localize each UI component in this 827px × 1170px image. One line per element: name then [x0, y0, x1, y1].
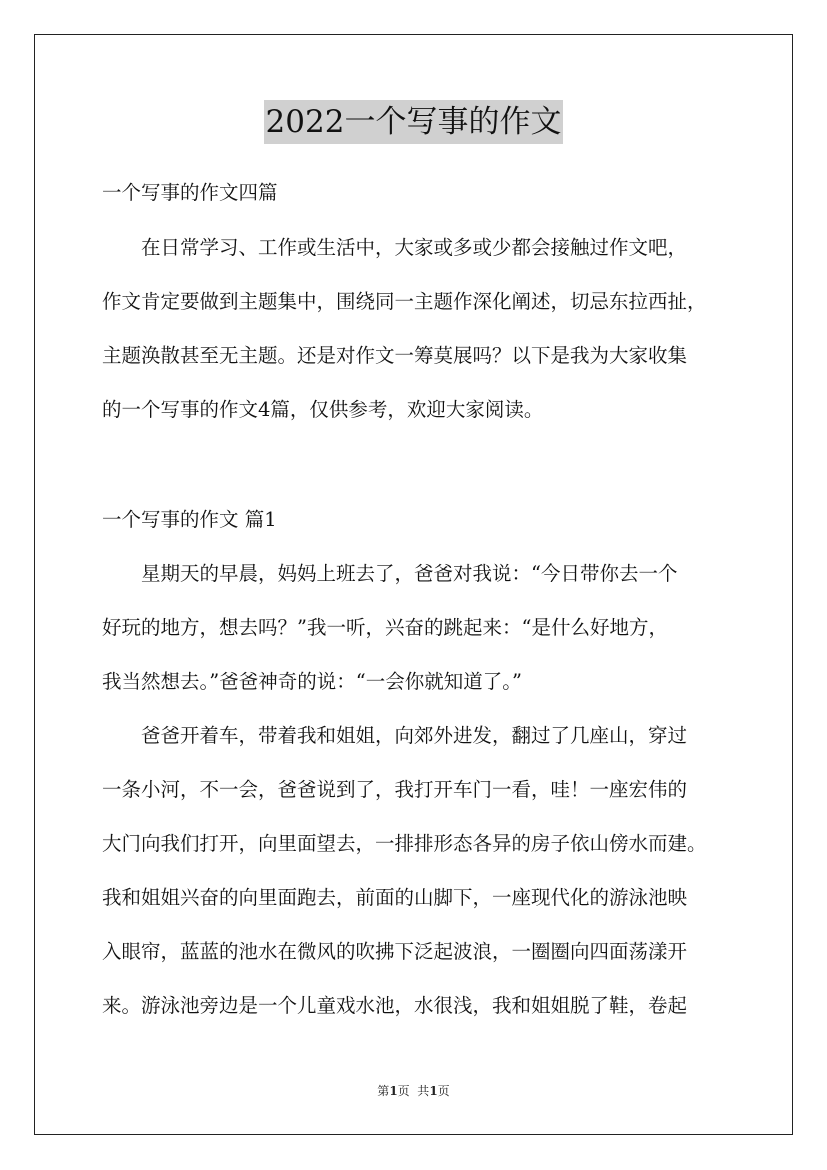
intro-line-4: 的一个写事的作文4篇，仅供参考，欢迎大家阅读。 — [102, 398, 544, 421]
document-subtitle: 一个写事的作文四篇 — [102, 181, 278, 204]
paragraph1-line-2: 好玩的地方，想去吗？”我一听，兴奋的跳起来：“是什么好地方， — [102, 616, 668, 639]
intro-line-3: 主题涣散甚至无主题。还是对作文一筹莫展吗？以下是我为大家收集 — [102, 344, 688, 367]
paragraph2-line-2: 一条小河，不一会，爸爸说到了，我打开车门一看，哇！一座宏伟的 — [102, 778, 688, 801]
intro-line-2: 作文肯定要做到主题集中，围绕同一主题作深化阐述，切忌东拉西扯， — [102, 290, 707, 313]
paragraph2-line-5: 入眼帘，蓝蓝的池水在微风的吹拂下泛起波浪，一圈圈向四面荡漾开 — [102, 940, 688, 963]
intro-line-1: 在日常学习、工作或生活中，大家或多或少都会接触过作文吧， — [141, 236, 688, 259]
footer-page-number: 1 — [389, 1084, 398, 1098]
paragraph1-line-1: 星期天的早晨，妈妈上班去了，爸爸对我说：“今日带你去一个 — [141, 562, 678, 585]
footer-total-pages: 1 — [429, 1084, 438, 1098]
paragraph2-line-4: 我和姐姐兴奋的向里面跑去，前面的山脚下，一座现代化的游泳池映 — [102, 886, 688, 909]
footer-total-suffix: 页 — [437, 1084, 450, 1098]
section-heading: 一个写事的作文 篇1 — [102, 508, 277, 531]
paragraph2-line-6: 来。游泳池旁边是一个儿童戏水池，水很浅，我和姐姐脱了鞋，卷起 — [102, 994, 688, 1017]
paragraph1-line-3: 我当然想去。”爸爸神奇的说：“一会你就知道了。” — [102, 670, 522, 693]
paragraph2-line-1: 爸爸开着车，带着我和姐姐，向郊外进发，翻过了几座山，穿过 — [141, 724, 688, 747]
title-container — [0, 100, 827, 144]
paragraph2-line-3: 大门向我们打开，向里面望去，一排排形态各异的房子依山傍水而建。 — [102, 832, 707, 855]
footer-page-suffix: 页 共 — [397, 1084, 430, 1098]
footer-page-prefix: 第 — [377, 1084, 390, 1098]
document-title: 2022一个写事的作文 — [264, 100, 564, 144]
page-footer — [0, 1082, 827, 1099]
